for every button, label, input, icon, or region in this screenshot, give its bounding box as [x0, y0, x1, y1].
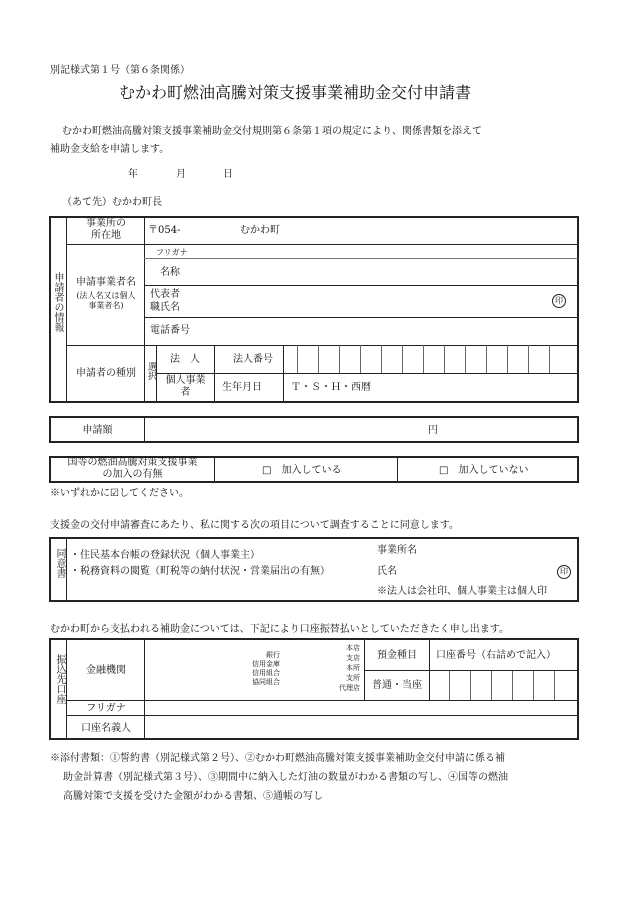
representative-seal-mark: 印 — [552, 294, 566, 308]
form-number: 別記様式第１号（第６条関係） — [50, 65, 190, 76]
select-label: 選択 — [146, 362, 156, 380]
institution-label: 金融機関 — [86, 665, 126, 676]
consent-section-label: 同意書 — [54, 548, 65, 578]
date-day: 日 — [223, 169, 233, 180]
consent-name-label: 氏名 — [377, 566, 397, 577]
institution-type-credit-union: 信用組合 — [252, 669, 280, 677]
phone-label: 電話番号 — [150, 325, 190, 336]
attachments-line-2: 助金計算書（別記様式第３号）、③期間中に納入した灯油の数量がわかる書類の写し、④国等の燃油 — [63, 772, 508, 783]
intro-line-1: むかわ町燃油高騰対策支援事業補助金交付規則第６条第１項の規定により、関係書類を添えて — [62, 126, 482, 137]
bank-section-label: 振込先口座 — [54, 654, 65, 704]
applicant-name-group-note: (法人名又は個人 事業者名) — [76, 291, 136, 310]
institution-type-bank: 銀行 — [266, 651, 280, 659]
account-holder-label: 口座名義人 — [81, 723, 131, 734]
birth-date-label: 生年月日 — [222, 382, 262, 393]
consent-office-name-label: 事業所名 — [377, 545, 417, 556]
date-month: 月 — [176, 169, 186, 180]
branch-type-sub-office: 支所 — [346, 674, 360, 682]
seal-note: ※法人は会社印、個人事業主は個人印 — [377, 586, 547, 597]
deposit-type-label: 預金種目 — [377, 650, 417, 661]
representative-label: 代表者 職氏名 — [150, 289, 180, 313]
branch-type-branch: 支店 — [346, 654, 360, 662]
consent-item-tax: ・税務資料の閲覧（町税等の納付状況・営業届出の有無） — [70, 566, 330, 577]
era-options: Ｔ・Ｓ・Ｈ・西暦 — [291, 382, 371, 393]
option-participating[interactable]: □ 加入している — [262, 465, 342, 476]
applicant-section-label: 申請者の情報 — [52, 272, 63, 332]
account-number-label: 口座番号（右詰めで記入） — [436, 650, 556, 661]
name-label: 名称 — [160, 267, 180, 278]
town-name: むかわ町 — [240, 225, 280, 236]
consent-intro: 支援金の交付申請審査にあたり、私に関する次の項目について調査することに同意します。 — [50, 520, 459, 531]
corporation-option[interactable]: 法 人 — [170, 354, 200, 365]
office-location-label: 事業所の 所在地 — [86, 218, 126, 241]
institution-type-shinkin: 信用金庫 — [252, 660, 280, 668]
branch-type-main-office: 本所 — [346, 664, 360, 672]
postal-prefix: 〒054- — [148, 225, 181, 236]
page-title: むかわ町燃油高騰対策支援事業補助金交付申請書 — [119, 83, 472, 102]
branch-type-head-office: 本店 — [346, 644, 360, 652]
corporate-number-label: 法人番号 — [233, 354, 273, 365]
intro-line-2: 補助金支給を申請します。 — [50, 144, 170, 155]
attachments-line-3: 高騰対策で支援を受けた金額がわかる書類、⑤通帳の写し — [63, 791, 323, 802]
attachments-line-1: ※添付書類：①誓約書（別記様式第２号）、②むかわ町燃油高騰対策支援事業補助金交付申請に係る補 — [50, 753, 505, 764]
bank-furigana-label: フリガナ — [86, 703, 126, 714]
consent-item-residency: ・住民基本台帳の登録状況（個人事業主） — [70, 550, 260, 561]
consent-seal-mark: 印 — [557, 565, 571, 579]
branch-type-agency: 代理店 — [339, 684, 360, 692]
selection-note: ※いずれかに☑してください。 — [50, 488, 189, 499]
addressee: （あて先）むかわ町長 — [62, 197, 162, 208]
date-year: 年 — [128, 169, 138, 180]
individual-business-option[interactable]: 個人事業 者 — [165, 375, 206, 398]
option-not-participating[interactable]: □ 加入していない — [439, 465, 529, 476]
amount-label: 申請額 — [82, 425, 113, 436]
bank-intro: むかわ町から支払われる補助金については、下記により口座振替払いとしていただきたく申し出ます。 — [50, 624, 509, 635]
furigana-label: フリガナ — [156, 248, 188, 257]
institution-type-cooperative: 協同組合 — [252, 678, 280, 686]
amount-unit: 円 — [428, 425, 438, 436]
applicant-name-group-label: 申請事業者名 — [76, 277, 136, 288]
deposit-type-options: 普通・当座 — [372, 680, 422, 691]
applicant-type-label: 申請者の種別 — [76, 368, 136, 379]
national-support-question: 国等の燃油高騰対策支援事業 の加入の有無 — [67, 457, 198, 480]
